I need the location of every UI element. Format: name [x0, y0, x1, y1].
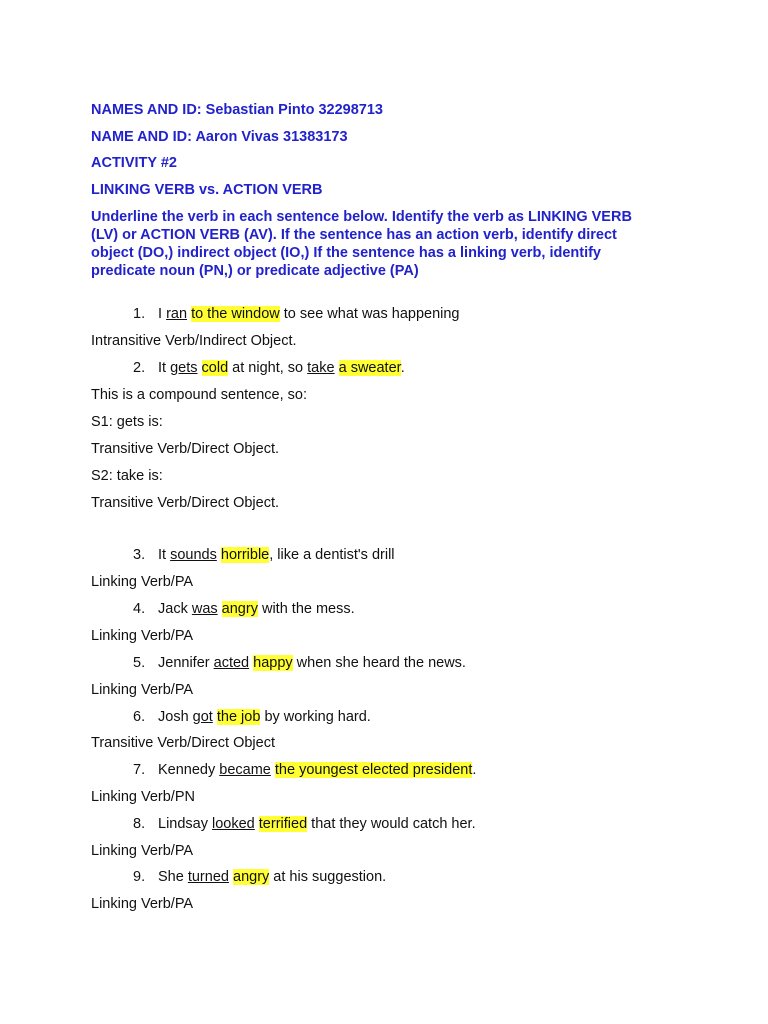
- sentence-text: .: [472, 762, 477, 778]
- highlighted-complement: to the window: [191, 306, 280, 322]
- names-line-1: NAMES AND ID: Sebastian Pinto 32298713: [91, 102, 383, 118]
- highlighted-complement: angry: [233, 869, 270, 885]
- sentence-item: [133, 305, 460, 323]
- item-number: 9.: [133, 869, 146, 885]
- answer-line: Transitive Verb/Direct Object: [91, 735, 275, 751]
- underlined-verb: acted: [213, 655, 250, 671]
- sentence-text: Lindsay: [158, 816, 213, 832]
- item-number: 3.: [133, 547, 146, 563]
- item-number: 4.: [133, 601, 146, 617]
- highlighted-complement: happy: [253, 655, 293, 671]
- answer-line: This is a compound sentence, so:: [91, 387, 308, 403]
- sentence-item: [133, 600, 355, 618]
- sentence-text: by working hard.: [260, 709, 371, 725]
- sentence-text: Jennifer: [158, 655, 214, 671]
- highlighted-complement: a sweater: [338, 360, 401, 376]
- sentence-text: to see what was happening: [279, 306, 460, 322]
- item-number: 2.: [133, 360, 146, 376]
- sentence-item: [133, 868, 386, 886]
- sentence-text: [198, 360, 202, 376]
- highlighted-complement: the job: [216, 709, 261, 725]
- underlined-verb: sounds: [170, 547, 217, 563]
- underlined-verb: looked: [212, 816, 255, 832]
- underlined-verb: take: [307, 360, 335, 376]
- item-number: 1.: [133, 306, 146, 322]
- sentence-text: It: [158, 547, 171, 563]
- underlined-verb: was: [191, 601, 218, 617]
- sentence-item: [133, 815, 476, 833]
- sentence-text: at his suggestion.: [269, 869, 387, 885]
- highlighted-complement: cold: [201, 360, 229, 376]
- topic-title: LINKING VERB vs. ACTION VERB: [91, 182, 323, 198]
- answer-line: Linking Verb/PA: [91, 682, 194, 698]
- sentence-text: at night, so: [228, 360, 308, 376]
- answer-line: Linking Verb/PA: [91, 843, 194, 859]
- sentence-text: Jack: [158, 601, 192, 617]
- sentence-item: [133, 359, 405, 377]
- underlined-verb: gets: [170, 360, 198, 376]
- answer-line: S2: take is:: [91, 468, 163, 484]
- highlighted-complement: the youngest elected president: [274, 762, 473, 778]
- names-line-2: NAME AND ID: Aaron Vivas 31383173: [91, 129, 348, 145]
- sentence-text: She: [158, 869, 188, 885]
- sentence-text: It: [158, 360, 171, 376]
- sentence-text: , like a dentist's drill: [269, 547, 395, 563]
- sentence-text: Kennedy: [158, 762, 220, 778]
- sentence-text: Josh: [158, 709, 193, 725]
- item-number: 7.: [133, 762, 146, 778]
- sentence-text: with the mess.: [257, 601, 355, 617]
- sentence-item: [133, 546, 395, 564]
- answer-line: Linking Verb/PA: [91, 574, 194, 590]
- highlighted-complement: angry: [221, 601, 258, 617]
- highlighted-complement: horrible: [220, 547, 270, 563]
- underlined-verb: ran: [166, 306, 188, 322]
- underlined-verb: turned: [187, 869, 229, 885]
- sentence-item: [133, 654, 466, 672]
- answer-line: Transitive Verb/Direct Object.: [91, 441, 280, 457]
- underlined-verb: got: [192, 709, 213, 725]
- answer-line: Linking Verb/PN: [91, 789, 195, 805]
- sentence-text: I: [158, 306, 167, 322]
- sentence-text: [335, 360, 339, 376]
- item-number: 5.: [133, 655, 146, 671]
- answer-line: S1: gets is:: [91, 414, 163, 430]
- sentence-item: [133, 708, 371, 726]
- instructions: Underline the verb in each sentence below. Identify the verb as LINKING VERB (LV) or ACTION VERB (AV). If the sentence has an action verb, identify direct object (DO,) indirect object (IO,) If the sentence has a linking verb, identify predicate noun (PN,) or predicate adjective (PA): [91, 209, 632, 279]
- item-number: 8.: [133, 816, 146, 832]
- answer-line: Intransitive Verb/Indirect Object.: [91, 333, 297, 349]
- sentence-item: [133, 761, 476, 779]
- sentence-text: .: [400, 360, 405, 376]
- item-number: 6.: [133, 709, 146, 725]
- underlined-verb: became: [219, 762, 271, 778]
- sentence-text: that they would catch her.: [307, 816, 476, 832]
- highlighted-complement: terrified: [258, 816, 308, 832]
- answer-line: Transitive Verb/Direct Object.: [91, 495, 280, 511]
- sentence-text: when she heard the news.: [292, 655, 466, 671]
- answer-line: Linking Verb/PA: [91, 896, 194, 912]
- answer-line: Linking Verb/PA: [91, 628, 194, 644]
- activity-title: ACTIVITY #2: [91, 155, 177, 171]
